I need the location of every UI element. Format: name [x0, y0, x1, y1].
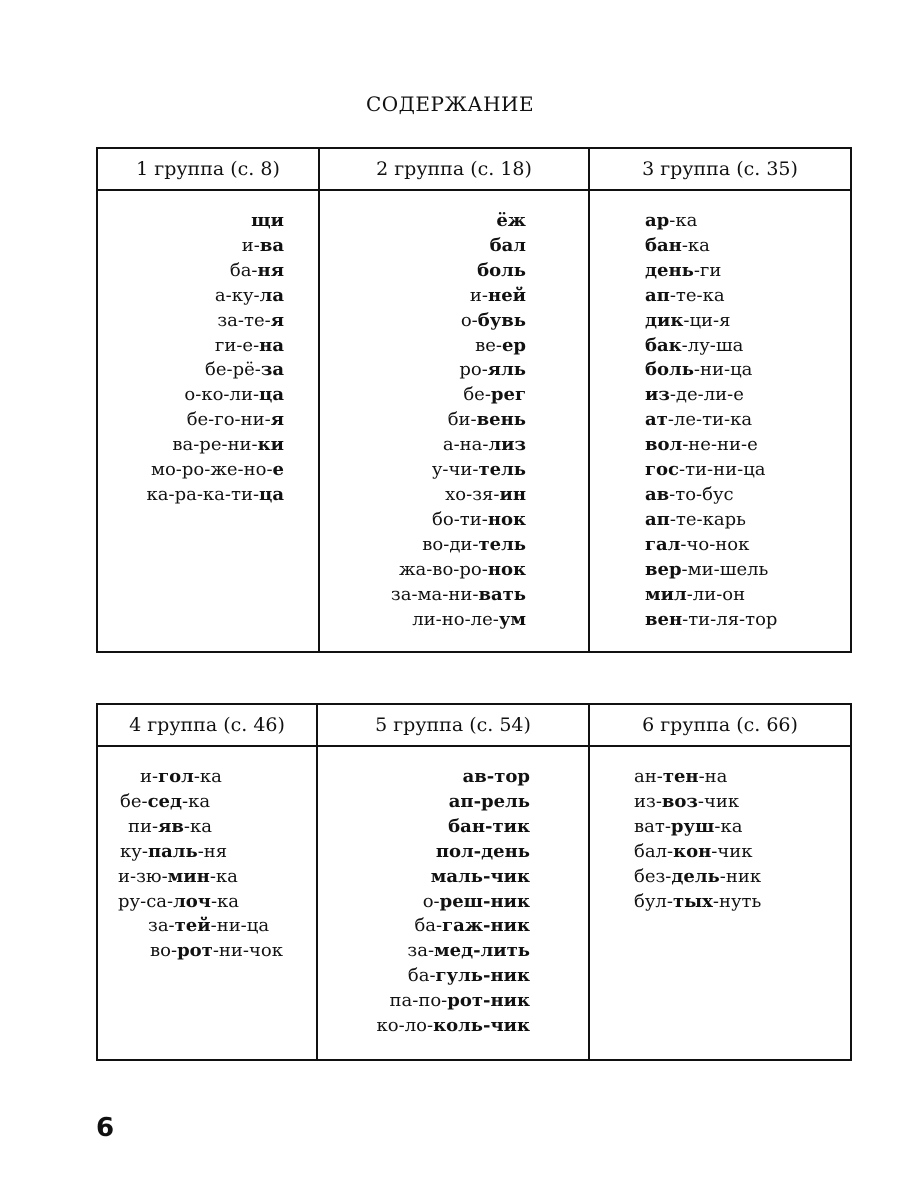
word-item	[391, 483, 526, 508]
syllables: ва-ре-ни-	[172, 434, 258, 456]
bold-syllables: мин	[167, 865, 210, 887]
bold-syllables: сед	[147, 790, 182, 812]
bold-syllables: вер	[645, 558, 682, 580]
syllables: -ли-он	[686, 583, 746, 605]
bold-syllables: ум	[498, 608, 526, 630]
word-item	[645, 334, 777, 359]
word-item	[391, 334, 526, 359]
word-item	[634, 790, 761, 815]
bold-syllables: рот	[177, 940, 213, 962]
syllables: -чо-нок	[680, 533, 750, 555]
word-item	[377, 939, 530, 964]
syllables: бе-	[120, 790, 148, 812]
word-item	[391, 234, 526, 259]
syllables: -ни-ца	[210, 915, 270, 937]
header-divider	[98, 189, 850, 191]
bold-syllables: бан-тик	[448, 815, 530, 837]
bold-syllables: ер	[501, 334, 526, 356]
bold-syllables: пол-день	[435, 840, 530, 862]
syllables: -ка	[669, 210, 698, 231]
syllables: о-	[460, 309, 478, 331]
syllables: пи-	[128, 815, 159, 837]
word-item	[634, 840, 761, 865]
group-3-header: 3 группа (с. 35)	[642, 158, 798, 180]
syllables: ги-е-	[214, 334, 260, 356]
bold-syllables: ав-тор	[462, 766, 530, 787]
syllables: ли-но-ле-	[412, 608, 499, 630]
word-item	[391, 558, 526, 583]
syllables: -ка	[210, 890, 240, 912]
bold-syllables: боль	[645, 359, 694, 381]
syllables: бе-рё-	[205, 359, 261, 381]
word-item	[645, 433, 777, 458]
syllables: бе-	[463, 384, 491, 406]
syllables: па-по-	[389, 990, 448, 1012]
bold-syllables: гос	[645, 459, 679, 481]
bold-syllables: вен	[645, 608, 683, 630]
word-item	[645, 284, 777, 309]
word-item	[634, 815, 761, 840]
bold-syllables: ца	[259, 483, 284, 505]
syllables: ан-	[634, 766, 663, 787]
bold-syllables: паль	[147, 840, 198, 862]
syllables: би-	[447, 409, 477, 431]
syllables: -ник	[719, 865, 762, 887]
contents-table-lower	[96, 703, 852, 1061]
syllables: -чик	[697, 790, 740, 812]
bold-syllables: вень	[476, 409, 526, 431]
column-divider	[318, 149, 320, 651]
syllables: и-	[469, 284, 489, 306]
page-number: 6	[96, 1113, 115, 1143]
syllables: -те-ка	[669, 284, 725, 306]
syllables: -ци-я	[683, 309, 731, 331]
syllables: и-	[241, 234, 260, 256]
bold-syllables: я	[270, 409, 284, 431]
word-item	[645, 508, 777, 533]
syllables: ро-	[459, 359, 488, 381]
syllables: о-ко-ли-	[184, 384, 260, 406]
bold-syllables: гуль-ник	[435, 965, 530, 987]
bold-syllables: щи	[251, 210, 284, 231]
bold-syllables: коль-чик	[433, 1015, 530, 1037]
bold-syllables: бал	[489, 234, 526, 256]
word-item	[377, 840, 530, 865]
bold-syllables: е	[272, 459, 284, 481]
syllables: -ка	[714, 815, 743, 837]
word-item	[645, 458, 777, 483]
syllables: и-	[140, 766, 159, 787]
bold-syllables: лиз	[488, 434, 526, 456]
bold-syllables: лоч	[173, 890, 211, 912]
word-item	[377, 914, 530, 939]
syllables: -ни-чок	[212, 940, 283, 962]
syllables: бул-	[634, 890, 673, 912]
bold-syllables: реш-ник	[439, 890, 530, 912]
syllables: -не-ни-е	[682, 434, 758, 456]
column-divider	[316, 705, 318, 1059]
syllables: мо-ро-же-но-	[150, 459, 273, 481]
syllables: ба-	[229, 259, 258, 281]
bold-syllables: ат	[645, 409, 668, 431]
syllables: -ка	[193, 766, 222, 787]
word-item	[391, 508, 526, 533]
word-item	[147, 458, 284, 483]
syllables: за-	[407, 940, 435, 962]
syllables: -те-карь	[669, 508, 746, 530]
syllables: -на	[698, 766, 728, 787]
group-4-word-list	[118, 765, 314, 964]
syllables: во-ди-	[422, 533, 479, 555]
word-item	[391, 309, 526, 334]
bold-syllables: ар	[645, 210, 670, 231]
syllables: во-	[150, 940, 178, 962]
syllables: без-	[634, 865, 672, 887]
bold-syllables: ин	[499, 483, 526, 505]
word-item	[147, 383, 284, 408]
syllables: а-на-	[442, 434, 489, 456]
syllables: за-	[148, 915, 175, 937]
word-item	[391, 433, 526, 458]
word-item	[645, 408, 777, 433]
syllables: -лу-ша	[681, 334, 744, 356]
syllables: -ми-шель	[681, 558, 769, 580]
syllables: у-чи-	[431, 459, 479, 481]
group-2-header: 2 группа (с. 18)	[376, 158, 532, 180]
word-item	[377, 989, 530, 1014]
syllables: -ка	[182, 790, 211, 812]
syllables: за-ма-ни-	[390, 583, 479, 605]
word-item	[391, 533, 526, 558]
bold-syllables: ки	[257, 434, 284, 456]
word-item	[391, 583, 526, 608]
syllables: ба-	[407, 965, 436, 987]
bold-syllables: гаж-ник	[442, 915, 530, 937]
word-item	[147, 259, 284, 284]
bold-syllables: тых	[672, 890, 713, 912]
syllables: бал-	[634, 840, 674, 862]
group-3-word-list	[645, 209, 777, 632]
word-item	[645, 558, 777, 583]
bold-syllables: нок	[487, 508, 526, 530]
word-item	[377, 765, 530, 790]
word-item	[645, 209, 777, 234]
word-item	[645, 483, 777, 508]
syllables: -чик	[711, 840, 753, 862]
syllables: -ка	[183, 815, 212, 837]
bold-syllables: яв	[158, 815, 184, 837]
syllables: хо-зя-	[445, 483, 500, 505]
syllables: -ка	[209, 865, 238, 887]
bold-syllables: тель	[478, 459, 526, 481]
group-4-header: 4 группа (с. 46)	[129, 714, 285, 736]
word-item	[391, 458, 526, 483]
bold-syllables: гол	[158, 766, 194, 787]
bold-syllables: мед-лить	[434, 940, 530, 962]
word-item	[645, 234, 777, 259]
bold-syllables: тен	[662, 766, 699, 787]
bold-syllables: маль-чик	[430, 865, 530, 887]
bold-syllables: нок	[487, 558, 526, 580]
word-item	[377, 890, 530, 915]
word-item	[645, 309, 777, 334]
word-item	[391, 284, 526, 309]
word-item	[118, 840, 314, 865]
bold-syllables: ап	[645, 284, 670, 306]
word-item	[391, 259, 526, 284]
bold-syllables: дель	[671, 865, 720, 887]
syllables: жа-во-ро-	[398, 558, 488, 580]
word-item	[118, 865, 314, 890]
word-item	[377, 865, 530, 890]
syllables: ба-	[414, 915, 443, 937]
header-divider	[98, 745, 850, 747]
word-item	[645, 383, 777, 408]
bold-syllables: ней	[488, 284, 526, 306]
group-1-word-list	[147, 209, 284, 508]
bold-syllables: вол	[645, 434, 683, 456]
bold-syllables: рег	[490, 384, 526, 406]
word-item	[377, 815, 530, 840]
bold-syllables: ла	[259, 284, 284, 306]
word-item	[118, 815, 314, 840]
syllables: ват-	[634, 815, 671, 837]
bold-syllables: тей	[174, 915, 211, 937]
group-5-header: 5 группа (с. 54)	[375, 714, 531, 736]
word-item	[147, 433, 284, 458]
word-item	[377, 1014, 530, 1039]
syllables: из-	[634, 790, 662, 812]
group-6-word-list	[634, 765, 761, 914]
word-item	[118, 890, 314, 915]
word-item	[147, 483, 284, 508]
word-item	[391, 358, 526, 383]
group-6-header: 6 группа (с. 66)	[642, 714, 798, 736]
syllables: -ле-ти-ка	[667, 409, 753, 431]
bold-syllables: боль	[477, 259, 526, 281]
word-item	[391, 408, 526, 433]
syllables: за-те-	[217, 309, 271, 331]
syllables: -нуть	[712, 890, 762, 912]
bold-syllables: ва	[259, 234, 284, 256]
bold-syllables: руш	[670, 815, 715, 837]
column-divider	[588, 149, 590, 651]
bold-syllables: яль	[487, 359, 526, 381]
bold-syllables: ап	[645, 508, 670, 530]
bold-syllables: рот-ник	[447, 990, 530, 1012]
word-item	[634, 765, 761, 790]
group-1-header: 1 группа (с. 8)	[136, 158, 280, 180]
syllables: ка-ра-ка-ти-	[146, 483, 260, 505]
bold-syllables: вать	[478, 583, 526, 605]
word-item	[118, 939, 314, 964]
bold-syllables: кон	[673, 840, 712, 862]
group-2-word-list	[391, 209, 526, 632]
bold-syllables: на	[259, 334, 284, 356]
bold-syllables: ёж	[496, 210, 526, 231]
word-item	[645, 358, 777, 383]
bold-syllables: ап-рель	[448, 790, 530, 812]
word-item	[645, 259, 777, 284]
word-item	[634, 890, 761, 915]
syllables: ве-	[475, 334, 502, 356]
word-item	[645, 533, 777, 558]
bold-syllables: бак	[645, 334, 682, 356]
bold-syllables: бан	[645, 234, 682, 256]
group-5-word-list	[377, 765, 530, 1039]
word-item	[147, 284, 284, 309]
syllables: ру-са-	[118, 890, 174, 912]
syllables: бо-ти-	[432, 508, 488, 530]
syllables: и-зю-	[118, 865, 168, 887]
bold-syllables: я	[270, 309, 284, 331]
contents-table-upper	[96, 147, 852, 653]
syllables: ко-ло-	[376, 1015, 434, 1037]
syllables: а-ку-	[214, 284, 260, 306]
word-item	[147, 334, 284, 359]
word-item	[391, 209, 526, 234]
word-item	[147, 209, 284, 234]
word-item	[118, 790, 314, 815]
page-title: СОДЕРЖАНИЕ	[365, 92, 535, 116]
syllables: -ни-ца	[693, 359, 753, 381]
bold-syllables: ав	[645, 483, 670, 505]
bold-syllables: воз	[661, 790, 698, 812]
word-item	[391, 608, 526, 633]
word-item	[147, 408, 284, 433]
syllables: бе-го-ни-	[186, 409, 271, 431]
word-item	[147, 234, 284, 259]
bold-syllables: тель	[478, 533, 526, 555]
word-item	[118, 765, 314, 790]
bold-syllables: за	[260, 359, 284, 381]
word-item	[645, 608, 777, 633]
word-item	[634, 865, 761, 890]
bold-syllables: мил	[645, 583, 687, 605]
syllables: -ка	[681, 234, 710, 256]
syllables: о-	[422, 890, 440, 912]
syllables: -то-бус	[669, 483, 734, 505]
syllables: -ги	[693, 259, 722, 281]
bold-syllables: дик	[645, 309, 684, 331]
word-item	[377, 964, 530, 989]
bold-syllables: бувь	[477, 309, 526, 331]
word-item	[377, 790, 530, 815]
word-item	[645, 583, 777, 608]
word-item	[147, 358, 284, 383]
syllables: -ня	[197, 840, 228, 862]
syllables: ку-	[120, 840, 148, 862]
syllables: -ти-ля-тор	[682, 608, 778, 630]
word-item	[118, 914, 314, 939]
bold-syllables: ня	[257, 259, 284, 281]
bold-syllables: из	[645, 384, 670, 406]
bold-syllables: день	[645, 259, 694, 281]
bold-syllables: гал	[645, 533, 681, 555]
word-item	[147, 309, 284, 334]
syllables: -ти-ни-ца	[679, 459, 766, 481]
syllables: -де-ли-е	[669, 384, 744, 406]
word-item	[391, 383, 526, 408]
bold-syllables: ца	[259, 384, 284, 406]
column-divider	[588, 705, 590, 1059]
